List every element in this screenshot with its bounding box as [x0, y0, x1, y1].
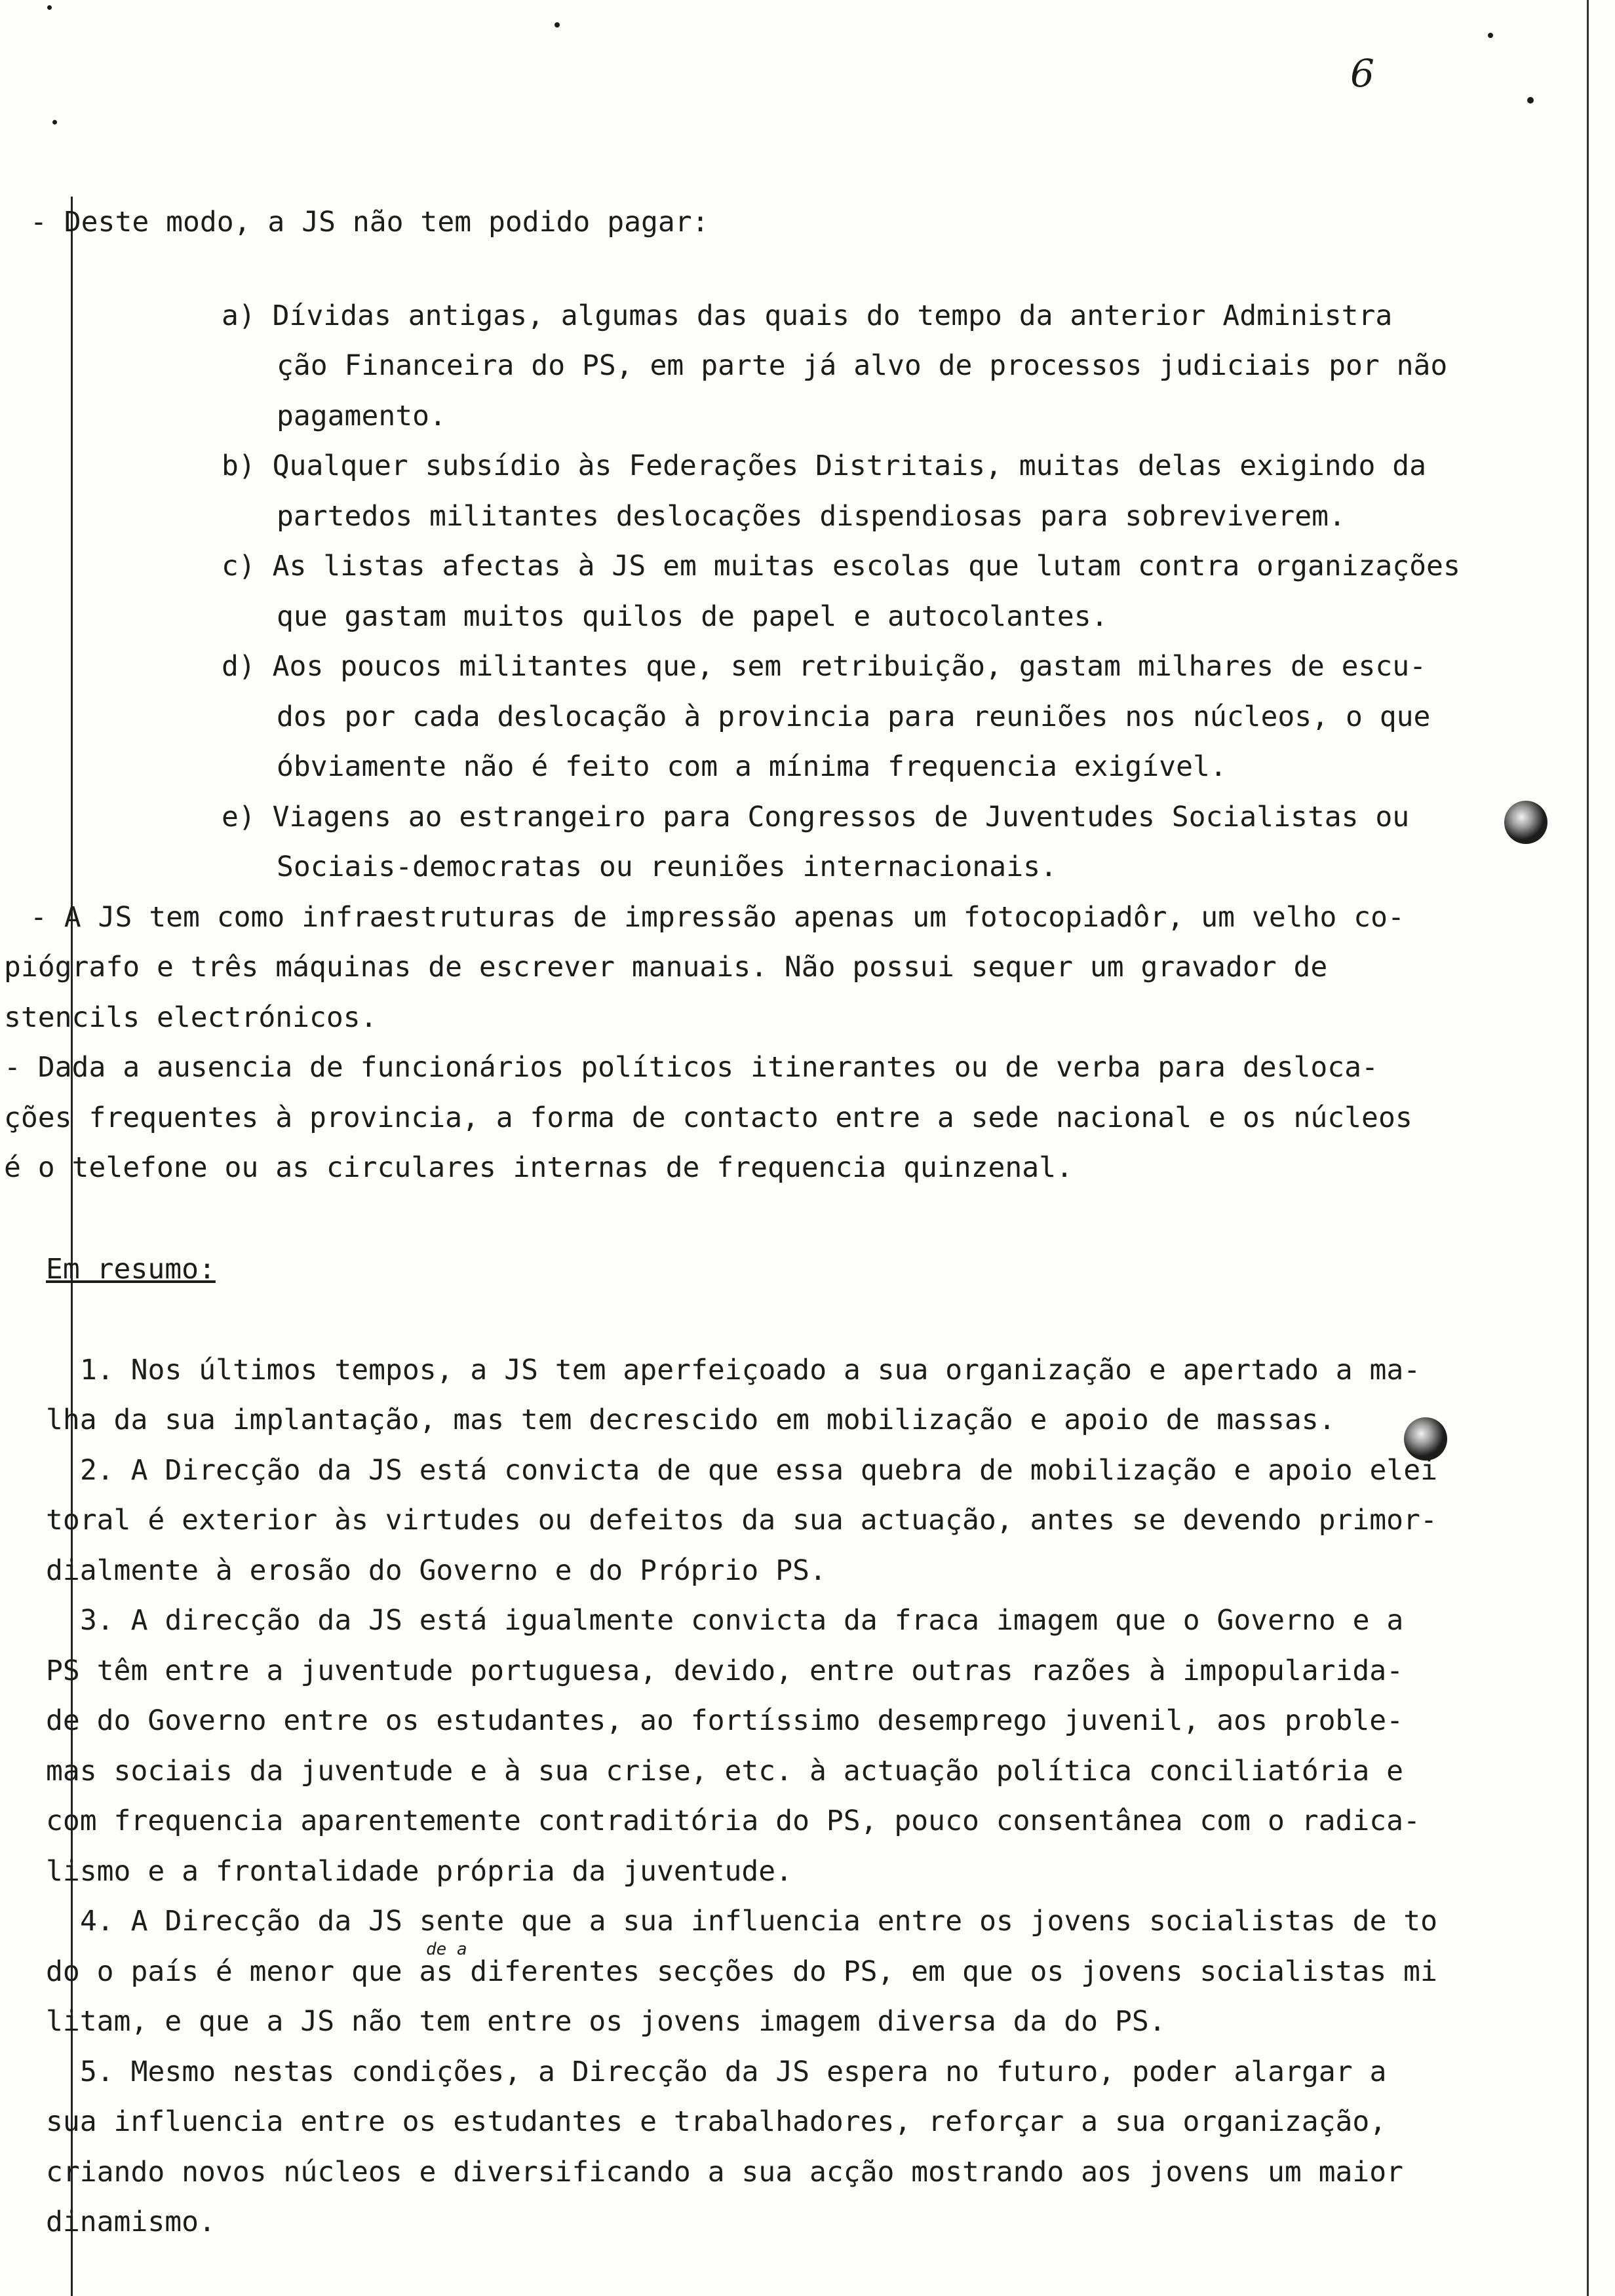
text-line: piógrafo e três máquinas de escrever manuais. Não possui sequer um gravador de	[4, 951, 1328, 984]
text-line: do o país é menor que as diferentes secções do PS, em que os jovens socialistas mi	[46, 1955, 1437, 1988]
text-line: óbviamente não é feito com a mínima frequencia exigível.	[277, 750, 1227, 783]
text-line: com frequencia aparentemente contraditória do PS, pouco consentânea com o radica-	[46, 1805, 1420, 1837]
text-line: - A JS tem como infraestruturas de impressão apenas um fotocopiadôr, um velho co-	[30, 901, 1405, 934]
text-line: sua influencia entre os estudantes e trabalhadores, reforçar a sua organização,	[46, 2105, 1387, 2138]
text-line: pagamento.	[277, 400, 446, 432]
text-line: ção Financeira do PS, em parte já alvo de processos judiciais por não	[277, 349, 1448, 382]
text-line: lismo e a frontalidade própria da juventude.	[46, 1855, 793, 1888]
text-line: de do Governo entre os estudantes, ao fortíssimo desemprego juvenil, aos proble-	[46, 1704, 1404, 1737]
text-line: 5. Mesmo nestas condições, a Direcção da JS espera no futuro, poder alargar a	[80, 2056, 1387, 2088]
punch-hole	[1504, 801, 1547, 844]
section-heading: Em resumo:	[46, 1253, 216, 1286]
speck	[555, 22, 560, 28]
text-line: ções frequentes à provincia, a forma de contacto entre a sede nacional e os núcleos	[4, 1101, 1412, 1134]
text-line: dos por cada deslocação à provincia para reuniões nos núcleos, o que	[277, 700, 1431, 733]
text-line: dialmente à erosão do Governo e do Próprio PS.	[46, 1554, 827, 1587]
text-line: 1. Nos últimos tempos, a JS tem aperfeiçoado a sua organização e apertado a ma-	[80, 1354, 1421, 1387]
speck	[47, 5, 52, 10]
speck	[1527, 97, 1534, 104]
text-line: partedos militantes deslocações dispendiosas para sobreviverem.	[277, 500, 1346, 533]
text-line: dinamismo.	[46, 2206, 216, 2238]
text-line: que gastam muitos quilos de papel e autocolantes.	[277, 600, 1108, 633]
text-line: PS têm entre a juventude portuguesa, devido, entre outras razões à impopularida-	[46, 1655, 1404, 1687]
text-line: Sociais-democratas ou reuniões internacionais.	[277, 851, 1057, 883]
text-line: stencils electrónicos.	[4, 1001, 378, 1034]
text-line: e) Viagens ao estrangeiro para Congressos de Juventudes Socialistas ou	[222, 801, 1410, 833]
text-line: criando novos núcleos e diversificando a sua acção mostrando aos jovens um maior	[46, 2156, 1404, 2189]
text-line: a) Dívidas antigas, algumas das quais do tempo da anterior Administra	[222, 299, 1393, 332]
text-line: mas sociais da juventude e à sua crise, etc. à actuação política conciliatória e	[46, 1755, 1404, 1788]
text-line: - Dada a ausencia de funcionários políticos itinerantes ou de verba para desloca-	[4, 1051, 1378, 1084]
text-line: é o telefone ou as circulares internas de frequencia quinzenal.	[4, 1151, 1073, 1184]
text-line: c) As listas afectas à JS em muitas escolas que lutam contra organizações	[222, 550, 1460, 583]
text-line: 4. A Direcção da JS sente que a sua influencia entre os jovens socialistas de to	[80, 1905, 1438, 1938]
speck	[1488, 33, 1493, 38]
text-line: 2. A Direcção da JS está convicta de que essa quebra de mobilização e apoio elei	[80, 1454, 1438, 1487]
text-line: toral é exterior às virtudes ou defeitos da sua actuação, antes se devendo primor-	[46, 1504, 1437, 1537]
text-line: d) Aos poucos militantes que, sem retribuição, gastam milhares de escu-	[222, 650, 1427, 683]
handwritten-annotation: de a	[426, 1940, 467, 1959]
text-line: lha da sua implantação, mas tem decrescido em mobilização e apoio de massas.	[46, 1404, 1336, 1436]
page-right-edge	[1587, 0, 1589, 2296]
speck	[52, 120, 57, 124]
text-line: - Deste modo, a JS não tem podido pagar:	[30, 206, 709, 239]
text-line: litam, e que a JS não tem entre os jovens imagem diversa da do PS.	[46, 2005, 1166, 2038]
handwritten-page-number: 6	[1350, 51, 1374, 96]
text-line: b) Qualquer subsídio às Federações Distritais, muitas delas exigindo da	[222, 450, 1427, 482]
text-line: 3. A direcção da JS está igualmente convicta da fraca imagem que o Governo e a	[80, 1604, 1404, 1637]
